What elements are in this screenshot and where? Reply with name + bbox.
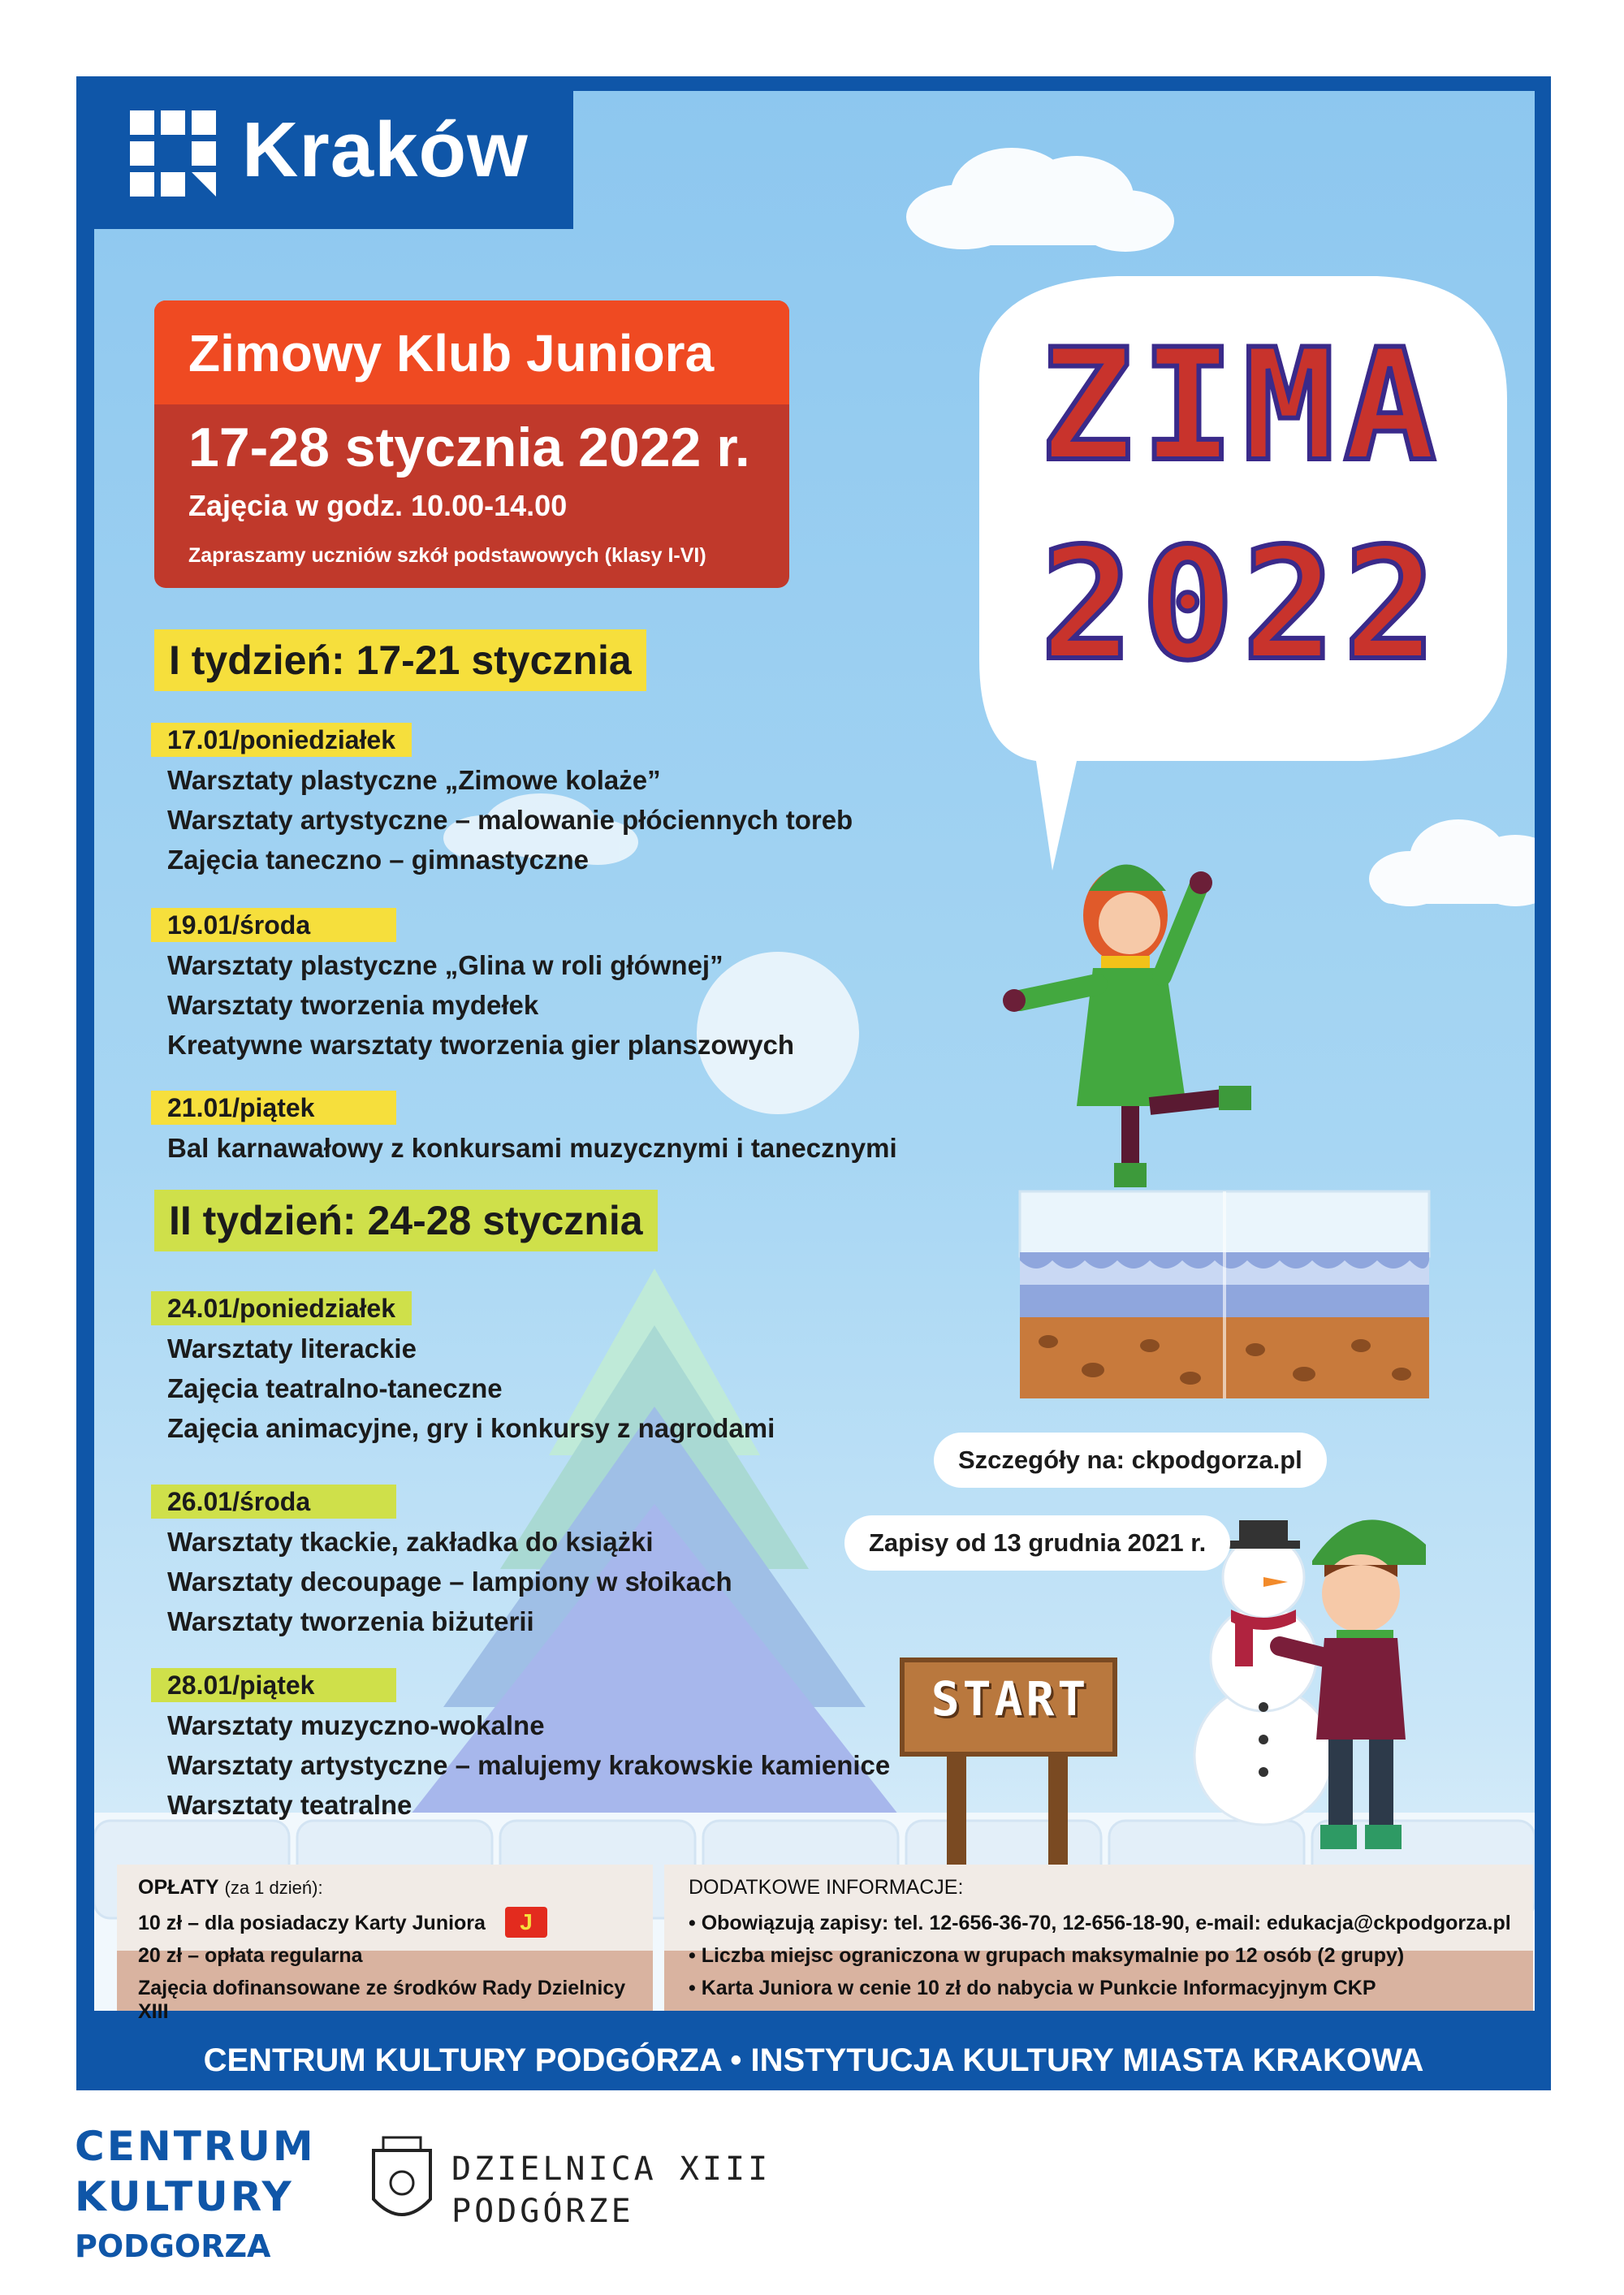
activity-item: Warsztaty plastyczne „Zimowe kolaże”	[167, 765, 661, 795]
district-logo-line2: PODGÓRZE	[451, 2193, 634, 2230]
fees-heading-label: OPŁATY	[138, 1876, 219, 1899]
fee-line: Zajęcia dofinansowane ze środków Rady Dzielnicy XIII	[138, 1977, 626, 2023]
fees-panel	[117, 1865, 653, 2023]
activity-item: Warsztaty artystyczne – malujemy krakowskie kamienice	[167, 1750, 891, 1780]
day-label: 28.01/piątek	[151, 1668, 396, 1702]
fee-line: 10 zł – dla posiadaczy Karty Juniora	[138, 1912, 486, 1934]
activity-item: Warsztaty literackie	[167, 1333, 417, 1364]
district-crest-icon	[365, 2134, 438, 2232]
event-title-box	[154, 300, 789, 588]
event-hours: Zajęcia w godz. 10.00-14.00	[188, 489, 568, 522]
event-invite: Zapraszamy uczniów szkół podstawowych (klasy I-VI)	[188, 544, 706, 567]
day-label: 24.01/poniedziałek	[151, 1291, 412, 1325]
day-label: 21.01/piątek	[151, 1091, 396, 1125]
activity-item: Warsztaty teatralne	[167, 1790, 412, 1820]
zima-word: ZIMA	[1040, 325, 1445, 495]
week2-title: II tydzień: 24-28 stycznia	[154, 1190, 658, 1251]
extra-info-line: • Liczba miejsc ograniczona w grupach maksymalnie po 12 osób (2 grupy)	[689, 1944, 1405, 1967]
activity-item: Warsztaty artystyczne – malowanie płóciennych toreb	[167, 805, 853, 835]
extra-info-line: • Obowiązują zapisy: tel. 12-656-36-70, 12-656-18-90, e-mail: edukacja@ckpodgorza.pl	[689, 1912, 1511, 1934]
activity-item: Bal karnawałowy z konkursami muzycznymi i tanecznymi	[167, 1133, 897, 1163]
cloud-right	[1369, 819, 1535, 906]
extra-info-line: • Karta Juniora w cenie 10 zł do nabycia w Punkcie Informacyjnym CKP	[689, 1977, 1376, 1999]
ck-logo-line1: CENTRUM	[75, 2123, 316, 2170]
activity-item: Kreatywne warsztaty tworzenia gier planszowych	[167, 1030, 795, 1060]
floating-platform	[1020, 1191, 1429, 1398]
activity-item: Warsztaty tworzenia mydełek	[167, 990, 539, 1020]
fees-heading	[138, 1876, 323, 1900]
krakow-emblem-icon	[130, 110, 221, 198]
event-dates: 17-28 stycznia 2022 r.	[188, 417, 750, 478]
activity-item: Warsztaty plastyczne „Glina w roli głównej”	[167, 950, 723, 980]
day-label: 17.01/poniedziałek	[151, 723, 412, 757]
year-word: 2022	[1040, 515, 1445, 694]
cloud-top	[906, 148, 1174, 252]
event-title: Zimowy Klub Juniora	[188, 324, 715, 382]
activity-item: Warsztaty tworzenia biżuterii	[167, 1606, 534, 1636]
zima-2022-graphic	[1031, 325, 1453, 698]
fees-heading-note: (za 1 dzień):	[224, 1878, 323, 1898]
activity-item: Zajęcia teatralno-taneczne	[167, 1373, 503, 1403]
girl-illustration	[1003, 865, 1251, 1188]
ck-logo-line2: KULTURY	[75, 2173, 294, 2220]
footer-band: CENTRUM KULTURY PODGÓRZA • INSTYTUCJA KULTURY MIASTA KRAKOWA	[203, 2042, 1424, 2078]
krakow-logo-text: Kraków	[242, 106, 529, 193]
activity-item: Warsztaty muzyczno-wokalne	[167, 1710, 545, 1740]
district-logo-line1: DZIELNICA XIII	[451, 2150, 771, 2188]
activity-item: Zajęcia animacyjne, gry i konkursy z nagrodami	[167, 1413, 775, 1443]
activity-item: Zajęcia taneczno – gimnastyczne	[167, 845, 590, 875]
extra-info-heading: DODATKOWE INFORMACJE:	[689, 1876, 964, 1899]
day-label: 19.01/środa	[151, 908, 396, 942]
activity-item: Warsztaty tkackie, zakładka do książki	[167, 1527, 654, 1557]
activity-item: Warsztaty decoupage – lampiony w słoikach	[167, 1567, 732, 1597]
start-sign-label: START	[931, 1671, 1090, 1727]
junior-card-badge: J	[505, 1907, 547, 1938]
fee-line: 20 zł – opłata regularna	[138, 1944, 363, 1967]
extra-info-panel	[664, 1865, 1536, 2011]
ck-logo-line3: PODGORZA	[75, 2228, 271, 2264]
day-label: 26.01/środa	[151, 1485, 396, 1519]
week1-title: I tydzień: 17-21 stycznia	[154, 629, 646, 691]
registration-bubble: Zapisy od 13 grudnia 2021 r.	[844, 1515, 1230, 1571]
details-bubble: Szczegóły na: ckpodgorza.pl	[934, 1433, 1327, 1488]
